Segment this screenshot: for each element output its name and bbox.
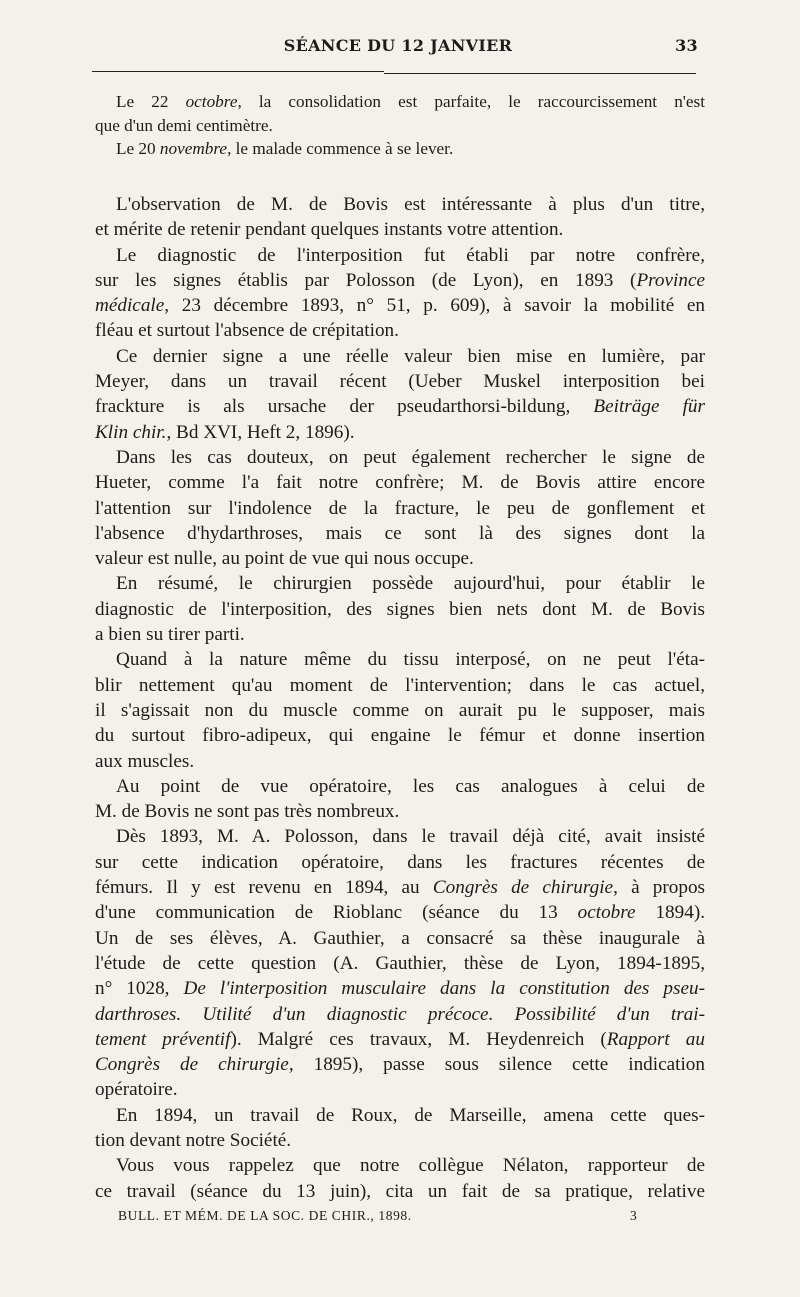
- text-line: Le 22 octobre, la consolidation est parfaite, le raccourcissement n'est: [116, 92, 705, 111]
- text-line: tion devant notre Société.: [95, 1129, 292, 1151]
- text-line: que d'un demi centimètre.: [95, 115, 273, 135]
- text-line: médicale, 23 décembre 1893, n° 51, p. 609), à savoir la mobilité en: [95, 295, 705, 317]
- page-number: 33: [675, 36, 698, 55]
- text-line: blir nettement qu'au moment de l'intervention; dans le cas actuel,: [95, 674, 705, 696]
- text-line: M. de Bovis ne sont pas très nombreux.: [95, 801, 400, 823]
- text-line: l'attention sur l'indolence de la fracture, le peu de gonflement et: [95, 497, 705, 519]
- running-head: [92, 36, 704, 58]
- journal-footer: BULL. ET MÉM. DE LA SOC. DE CHIR., 1898.: [118, 1208, 412, 1223]
- text-line: En 1894, un travail de Roux, de Marseille, amena cette ques-: [116, 1104, 705, 1126]
- text-line: sur les signes établis par Polosson (de Lyon), en 1893 (Province: [95, 269, 705, 291]
- text-line: Le diagnostic de l'interposition fut établi par notre confrère,: [116, 244, 705, 266]
- running-title: SÉANCE DU 12 JANVIER: [283, 36, 513, 55]
- text-line: Un de ses élèves, A. Gauthier, a consacré sa thèse inaugurale à: [95, 927, 705, 949]
- commentary-body: [95, 192, 705, 1204]
- text-line: Quand à la nature même du tissu interposé, on ne peut l'éta-: [116, 649, 705, 671]
- text-line: n° 1028, De l'interposition musculaire dans la constitution des pseu-: [95, 978, 705, 1000]
- text-line: L'observation de M. de Bovis est intéressante à plus d'un titre,: [116, 194, 705, 215]
- text-line: Vous vous rappelez que notre collègue Nélaton, rapporteur de: [116, 1155, 705, 1177]
- text-line: frackture is als ursache der pseudarthorsi-bildung, Beiträge für: [95, 396, 705, 418]
- text-line: l'absence d'hydarthroses, mais ce sont là des signes dont la: [95, 522, 705, 544]
- case-note-paragraphs: [95, 90, 705, 161]
- header-rule-left: [92, 71, 384, 72]
- text-line: d'une communication de Rioblanc (séance du 13 octobre 1894).: [95, 902, 706, 924]
- signature-mark: 3: [630, 1208, 638, 1223]
- text-line: et mérite de retenir pendant quelques instants votre attention.: [95, 219, 564, 241]
- text-line: opératoire.: [95, 1079, 178, 1101]
- text-line: aux muscles.: [95, 750, 195, 772]
- text-line: Congrès de chirurgie, 1895), passe sous silence cette indication: [95, 1054, 705, 1076]
- text-line: fémurs. Il y est revenu en 1894, au Congrès de chirurgie, à propos: [95, 877, 706, 899]
- text-line: Dans les cas douteux, on peut également rechercher le signe de: [116, 446, 705, 468]
- text-line: ce travail (séance du 13 juin), cita un fait de sa pratique, relative: [95, 1180, 705, 1202]
- text-line: tement préventif). Malgré ces travaux, M. Heydenreich (Rapport au: [95, 1028, 705, 1050]
- text-line: Klin chir., Bd XVI, Heft 2, 1896).: [95, 421, 355, 443]
- text-line: valeur est nulle, au point de vue qui nous occupe.: [95, 548, 474, 570]
- text-line: sur cette indication opératoire, dans les fractures récentes de: [95, 851, 705, 873]
- text-line: Ce dernier signe a une réelle valeur bien mise en lumière, par: [116, 345, 705, 367]
- text-line: Hueter, comme l'a fait notre confrère; M. de Bovis attire encore: [95, 472, 705, 494]
- text-line: du surtout fibro-adipeux, qui engaine le fémur et donne insertion: [95, 725, 705, 747]
- text-line: diagnostic de l'interposition, des signes bien nets dont M. de Bovis: [95, 598, 705, 620]
- text-line: Dès 1893, M. A. Polosson, dans le travail déjà cité, avait insisté: [116, 826, 705, 848]
- text-line: Meyer, dans un travail récent (Ueber Muskel interposition bei: [95, 371, 705, 393]
- text-line: Au point de vue opératoire, les cas analogues à celui de: [116, 775, 705, 797]
- text-line: l'étude de cette question (A. Gauthier, thèse de Lyon, 1894-1895,: [95, 952, 705, 974]
- text-line: a bien su tirer parti.: [95, 624, 245, 646]
- header-rule-right: [384, 73, 696, 74]
- text-line: Le 20 novembre, le malade commence à se lever.: [116, 139, 454, 158]
- text-line: En résumé, le chirurgien possède aujourd'hui, pour établir le: [116, 573, 705, 595]
- text-line: il s'agissait non du muscle comme on aurait pu le supposer, mais: [95, 699, 705, 721]
- text-line: darthroses. Utilité d'un diagnostic précoce. Possibilité d'un trai-: [95, 1003, 705, 1025]
- text-line: fléau et surtout l'absence de crépitation.: [95, 320, 399, 342]
